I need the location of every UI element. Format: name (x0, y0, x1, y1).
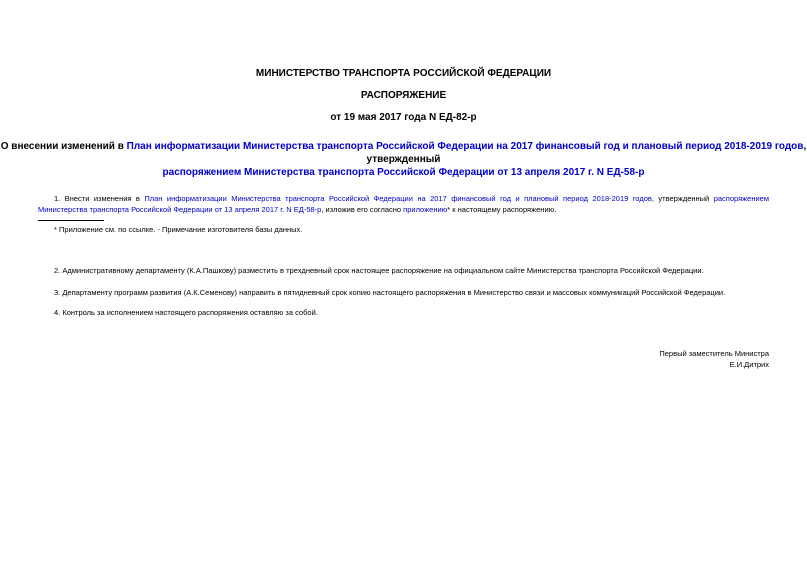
title-order-link[interactable]: распоряжением Министерства транспорта Российской Федерации от 13 апреля 2017 г. N ЕД-58-р (162, 167, 645, 178)
ministry-heading: МИНИСТЕРСТВО ТРАНСПОРТА РОССИЙСКОЙ ФЕДЕРАЦИИ (255, 68, 552, 79)
footnote-divider (38, 220, 104, 221)
document-date-number: от 19 мая 2017 года N ЕД-82-р (330, 112, 477, 123)
paragraph-1 (38, 193, 769, 215)
p1-suffix: * к настоящему распоряжению. (447, 205, 557, 214)
p1-appendix-link[interactable]: приложению (403, 205, 448, 214)
signature-block (659, 348, 769, 370)
p1-plan-link[interactable]: План информатизации Министерства транспорта Российской Федерации на 2017 финансовый год и плановый период 2018-2019 годов (144, 194, 652, 203)
paragraph-2: 2. Административному департаменту (К.А.Пашкову) разместить в трехдневный срок настоящее распоряжение на официальном сайте Министерства транспорта Российской Федерации. (54, 266, 704, 275)
document-title (0, 140, 807, 179)
paragraph-3: 3. Департаменту программ развития (А.К.Семенову) направить в пятидневный срок копию настоящего распоряжения в Министерство связи и массовых коммуникаций Российской Федерации. (54, 288, 726, 297)
title-middle: , утвержденный (366, 141, 807, 165)
document-type-heading: РАСПОРЯЖЕНИЕ (360, 90, 447, 101)
p1-prefix: 1. Внести изменения в (54, 194, 145, 203)
p1-middle: , утвержденный (651, 194, 714, 203)
paragraph-4: 4. Контроль за исполнением настоящего распоряжения оставляю за собой. (54, 308, 318, 317)
signature-name: Е.И.Дитрих (729, 360, 769, 369)
signature-position: Первый заместитель Министра (659, 349, 769, 358)
footnote: * Приложение см. по ссылке. - Примечание изготовителя базы данных. (54, 225, 303, 234)
title-prefix: О внесении изменений в (0, 141, 127, 152)
p1-middle2: , изложив его согласно (321, 205, 404, 214)
title-plan-link[interactable]: План информатизации Министерства транспорта Российской Федерации на 2017 финансовый год и плановый период 2018-2019 годов (126, 141, 804, 152)
p1-order-link[interactable]: распоряжением Министерства транспорта Российской Федерации от 13 апреля 2017 г. N ЕД-58-р (38, 194, 770, 214)
